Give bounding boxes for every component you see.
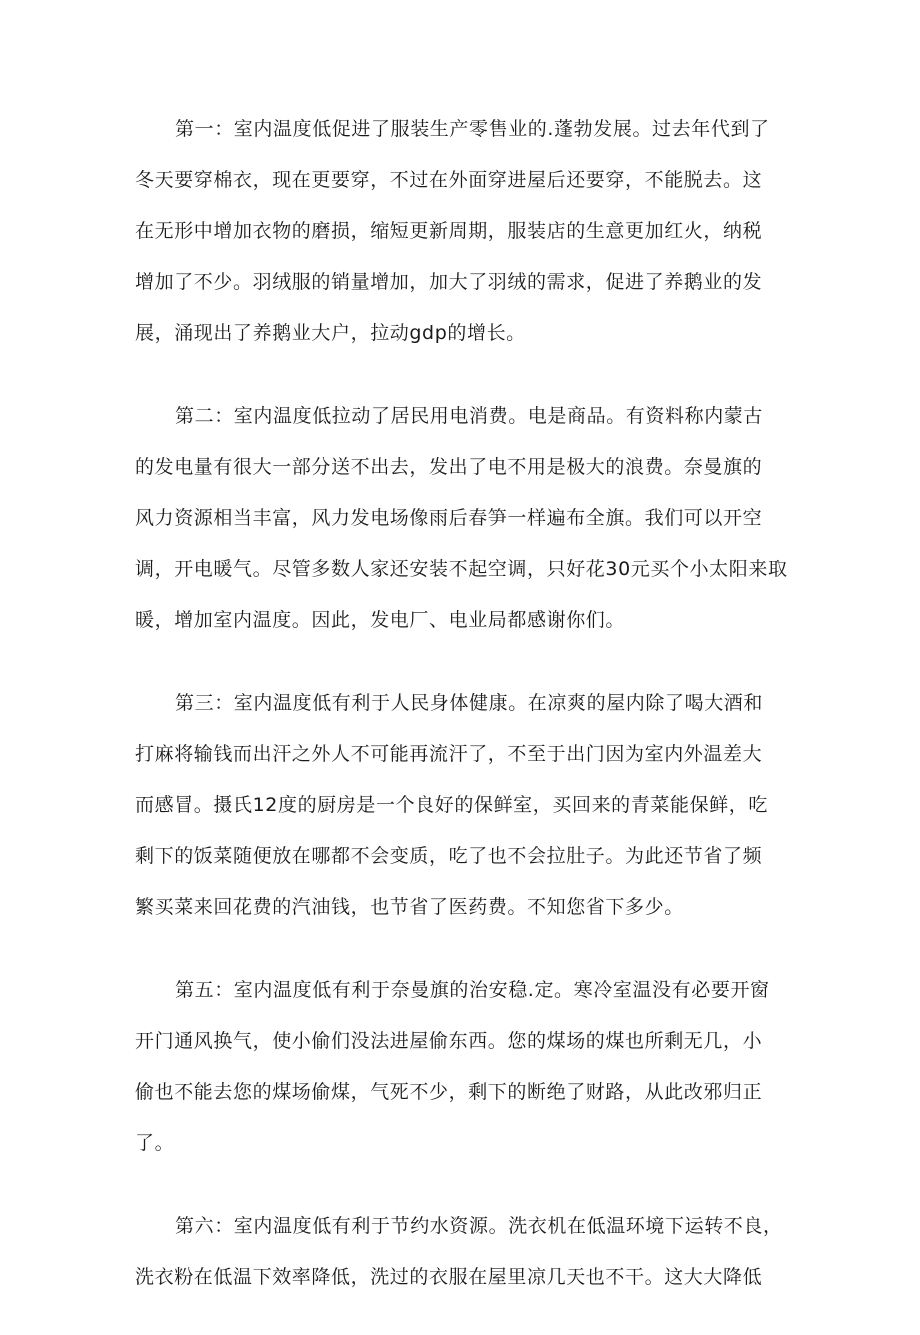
paragraph-line: 第五：室内温度低有利于奈曼旗的治安稳.定。寒冷室温没有必要开窗 [175,979,770,1001]
paragraph-line: 繁买菜来回花费的汽油钱，也节省了医药费。不知您省下多少。 [135,896,684,918]
paragraph-line: 暖，增加室内温度。因此，发电厂、电业局都感谢你们。 [135,609,626,631]
paragraph-line: 增加了不少。羽绒服的销量增加，加大了羽绒的需求，促进了养鹅业的发 [135,271,763,293]
paragraph-line: 在无形中增加衣物的磨损，缩短更新周期，服装店的生意更加红火，纳税 [135,220,763,242]
paragraph-line: 开门通风换气，使小偷们没法进屋偷东西。您的煤场的煤也所剩无几，小 [135,1030,763,1052]
document-body [135,104,788,1335]
paragraph-line: 第一：室内温度低促进了服装生产零售业的.蓬勃发展。过去年代到了 [175,118,770,140]
paragraph-line: 剩下的饭菜随便放在哪都不会变质，吃了也不会拉肚子。为此还节省了频 [135,845,763,867]
paragraph-line: 洗衣粉在低温下效率降低，洗过的衣服在屋里凉几天也不干。这大大降低 [135,1266,763,1288]
paragraph-4 [135,965,785,1169]
paragraph-line: 冬天要穿棉衣，现在更要穿，不过在外面穿进屋后还要穿，不能脱去。这 [135,169,763,191]
paragraph-1 [135,104,785,359]
paragraph-5 [135,1201,785,1303]
paragraph-line: 第二：室内温度低拉动了居民用电消费。电是商品。有资料称内蒙古 [175,405,764,427]
paragraph-line: 打麻将输钱而出汗之外人不可能再流汗了，不至于出门因为室内外温差大 [135,743,763,765]
paragraph-3 [135,678,785,933]
paragraph-line: 第六：室内温度低有利于节约水资源。洗衣机在低温环境下运转不良， [175,1215,783,1237]
paragraph-line: 偷也不能去您的煤场偷煤，气死不少，剩下的断绝了财路，从此改邪归正 [135,1081,763,1103]
paragraph-line: 第三：室内温度低有利于人民身体健康。在凉爽的屋内除了喝大酒和 [175,692,764,714]
paragraph-line: 调，开电暖气。尽管多数人家还安装不起空调，只好花30元买个小太阳来取 [135,558,788,580]
paragraph-line: 而感冒。摄氏12度的厨房是一个良好的保鲜室，买回来的青菜能保鲜，吃 [135,794,768,816]
paragraph-2 [135,391,788,646]
paragraph-line: 了。 [135,1132,175,1154]
paragraph-line: 风力资源相当丰富，风力发电场像雨后春笋一样遍布全旗。我们可以开空 [135,507,763,529]
paragraph-line: 的发电量有很大一部分送不出去，发出了电不用是极大的浪费。奈曼旗的 [135,456,763,478]
paragraph-line: 展，涌现出了养鹅业大户，拉动gdp的增长。 [135,322,526,344]
